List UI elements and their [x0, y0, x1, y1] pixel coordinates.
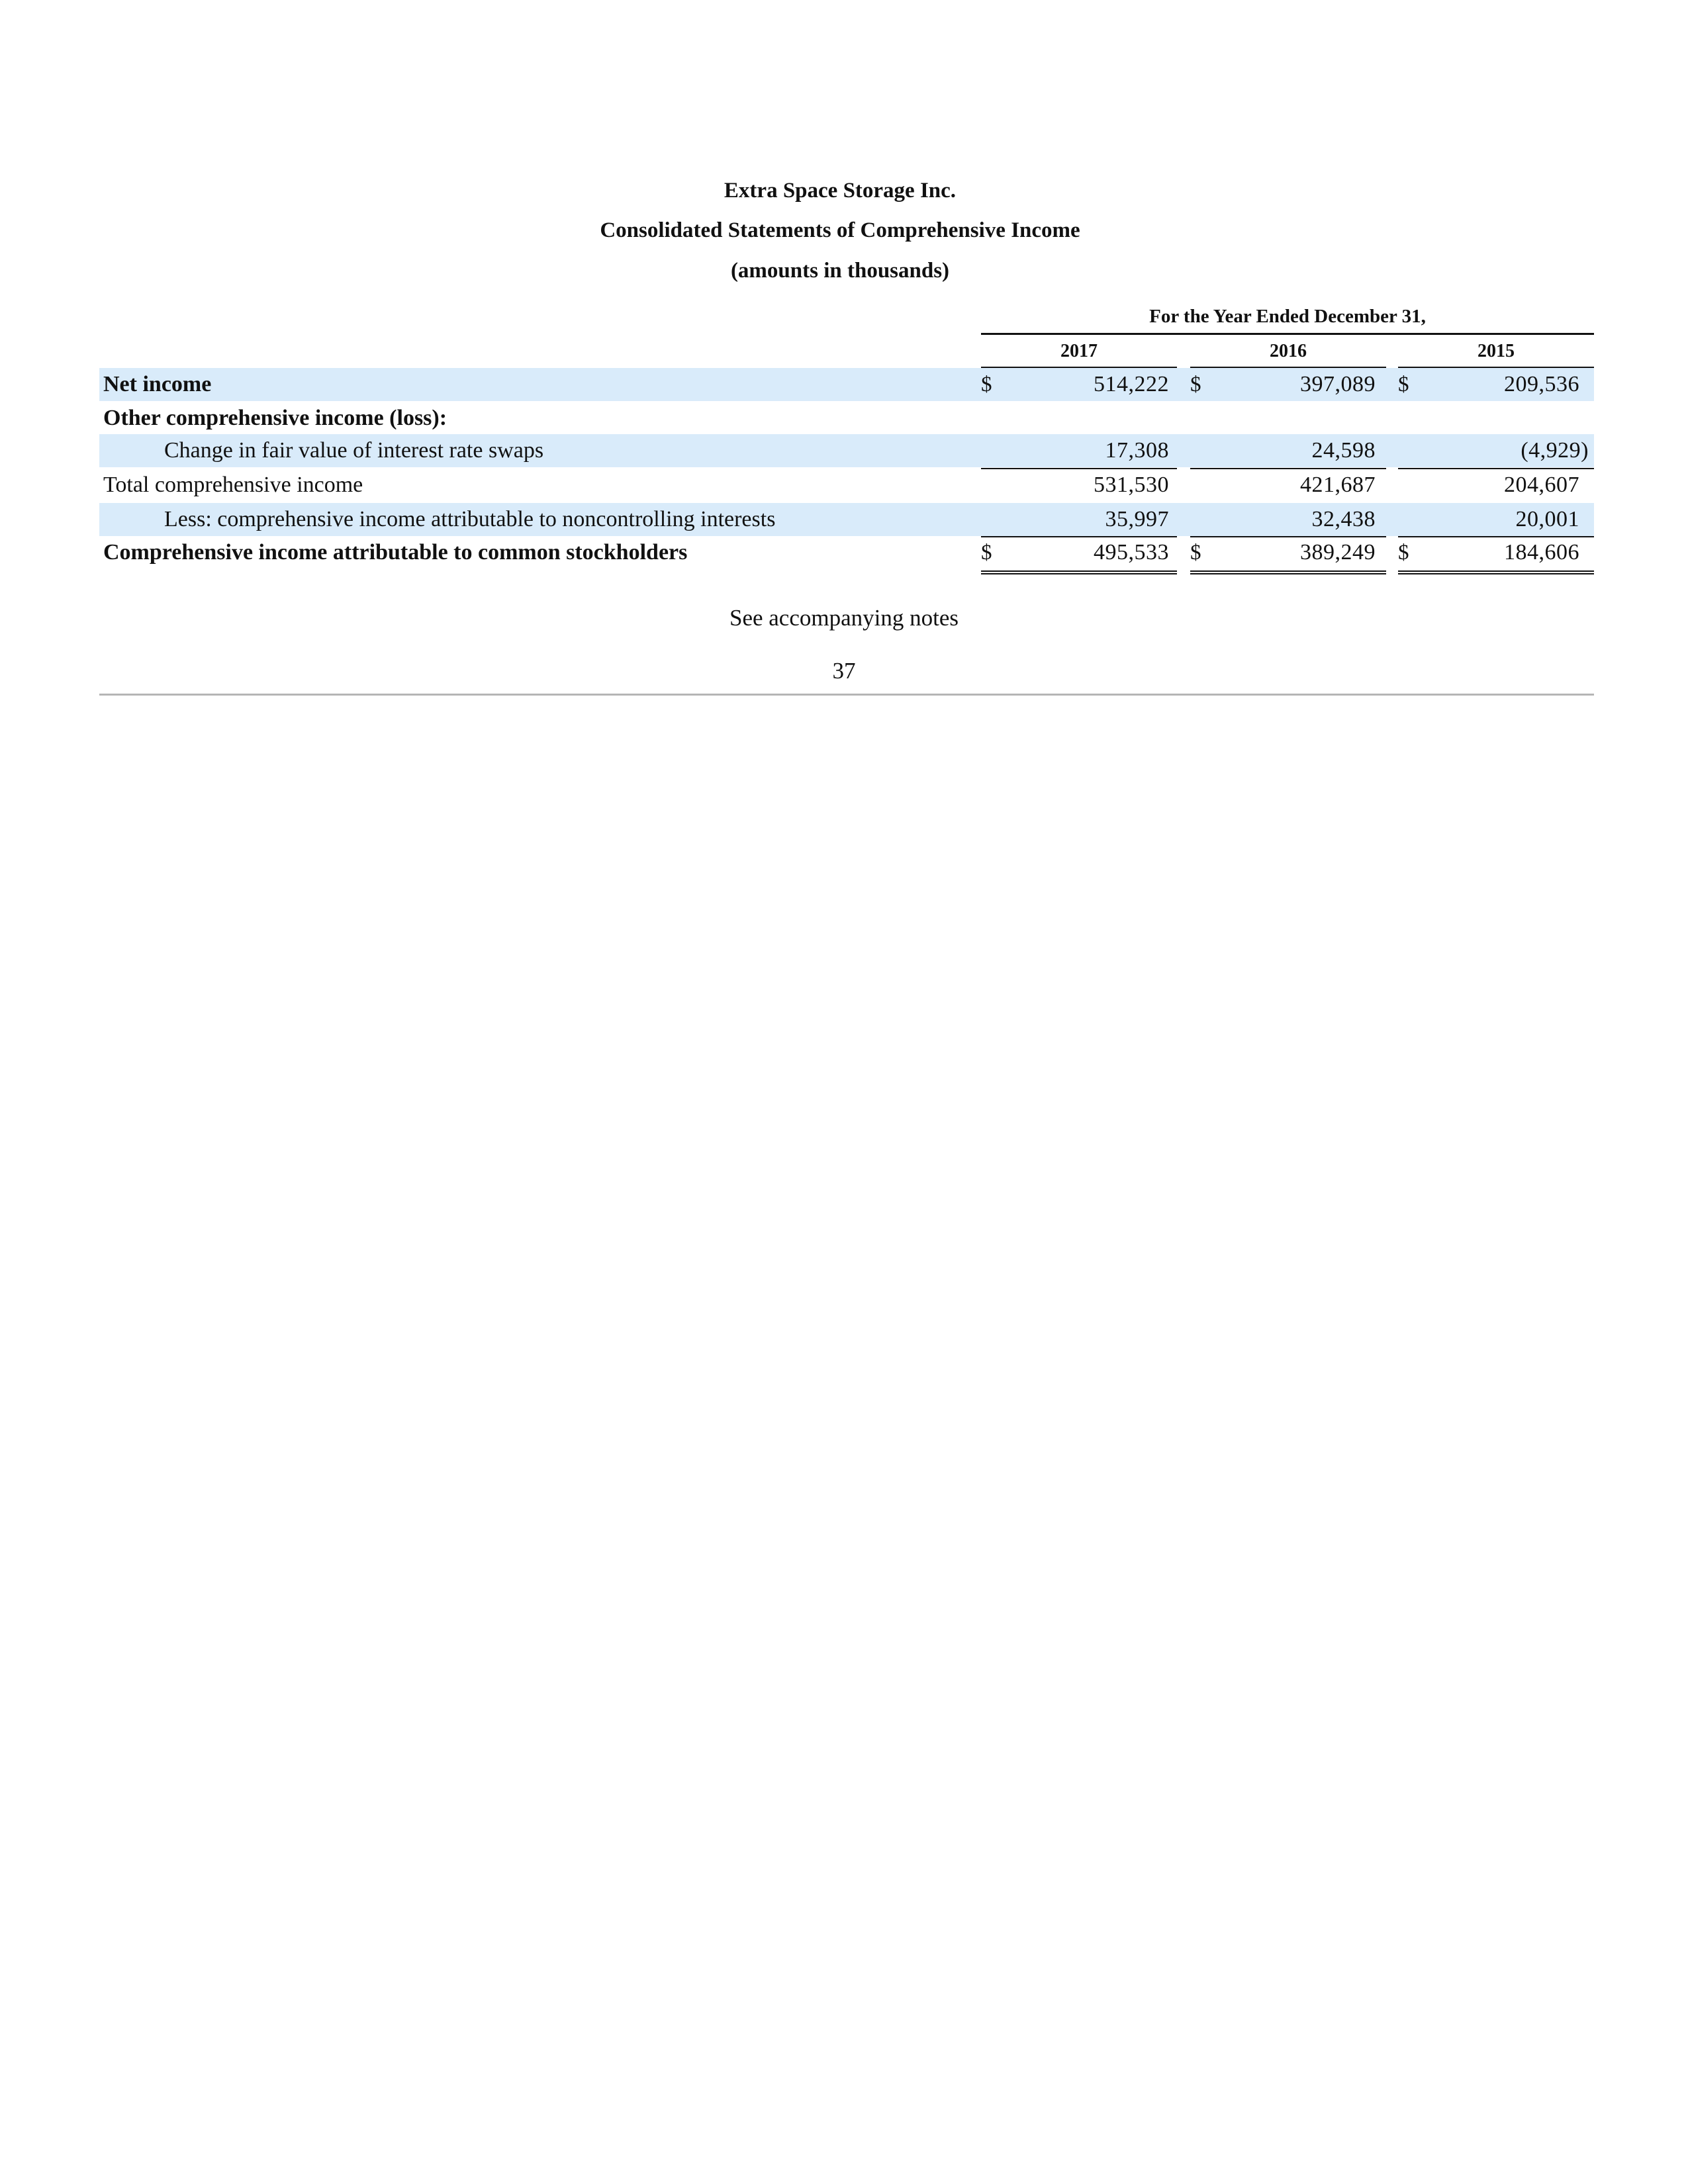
currency-symbol: $ [981, 373, 992, 396]
cell-swap-change-2017: 17,308 [1105, 438, 1169, 463]
period-header: For the Year Ended December 31, [1149, 306, 1426, 327]
company-name: Extra Space Storage Inc. [724, 179, 957, 203]
cell-swap-change-2016: 24,598 [1311, 438, 1376, 463]
cell-net-income-2016: 397,089 [1300, 372, 1376, 396]
currency-symbol: $ [981, 541, 992, 565]
row-label-swap-change: Change in fair value of interest rate swaps [164, 438, 544, 463]
row-label-noncontrolling: Less: comprehensive income attributable to noncontrolling interests [164, 507, 776, 531]
year-header-2015: 2015 [1477, 341, 1515, 361]
cell-noncontrolling-2015: 20,001 [1515, 507, 1579, 531]
total-double-rule [981, 570, 1177, 574]
currency-symbol: $ [1190, 541, 1201, 565]
row-label-total-ci: Total comprehensive income [103, 473, 363, 497]
currency-symbol: $ [1398, 373, 1409, 396]
cell-total-ci-2017: 531,530 [1094, 473, 1169, 497]
cell-swap-change-2015: (4,929) [1521, 438, 1589, 463]
row-label-common-stockholders: Comprehensive income attributable to common stockholders [103, 540, 688, 565]
row-label-oci: Other comprehensive income (loss): [103, 406, 447, 430]
currency-symbol: $ [1398, 541, 1409, 565]
currency-symbol: $ [1190, 373, 1201, 396]
cell-common-2015: 184,606 [1504, 540, 1579, 565]
total-double-rule [1190, 570, 1386, 574]
cell-noncontrolling-2016: 32,438 [1311, 507, 1376, 531]
row-label-net-income: Net income [103, 372, 212, 396]
cell-net-income-2015: 209,536 [1504, 372, 1579, 396]
total-double-rule [1398, 570, 1594, 574]
accompanying-notes: See accompanying notes [729, 605, 959, 631]
cell-net-income-2017: 514,222 [1094, 372, 1169, 396]
cell-common-2017: 495,533 [1094, 540, 1169, 565]
units-note: (amounts in thousands) [730, 259, 950, 283]
statement-title: Consolidated Statements of Comprehensive Income [600, 218, 1080, 242]
page-number: 37 [832, 658, 856, 684]
cell-noncontrolling-2017: 35,997 [1105, 507, 1169, 531]
page-divider [99, 694, 1594, 696]
year-header-2016: 2016 [1270, 341, 1307, 361]
year-header-2017: 2017 [1060, 341, 1098, 361]
period-header-rule [981, 333, 1594, 335]
cell-total-ci-2015: 204,607 [1504, 473, 1579, 497]
cell-common-2016: 389,249 [1300, 540, 1376, 565]
cell-total-ci-2016: 421,687 [1300, 473, 1376, 497]
